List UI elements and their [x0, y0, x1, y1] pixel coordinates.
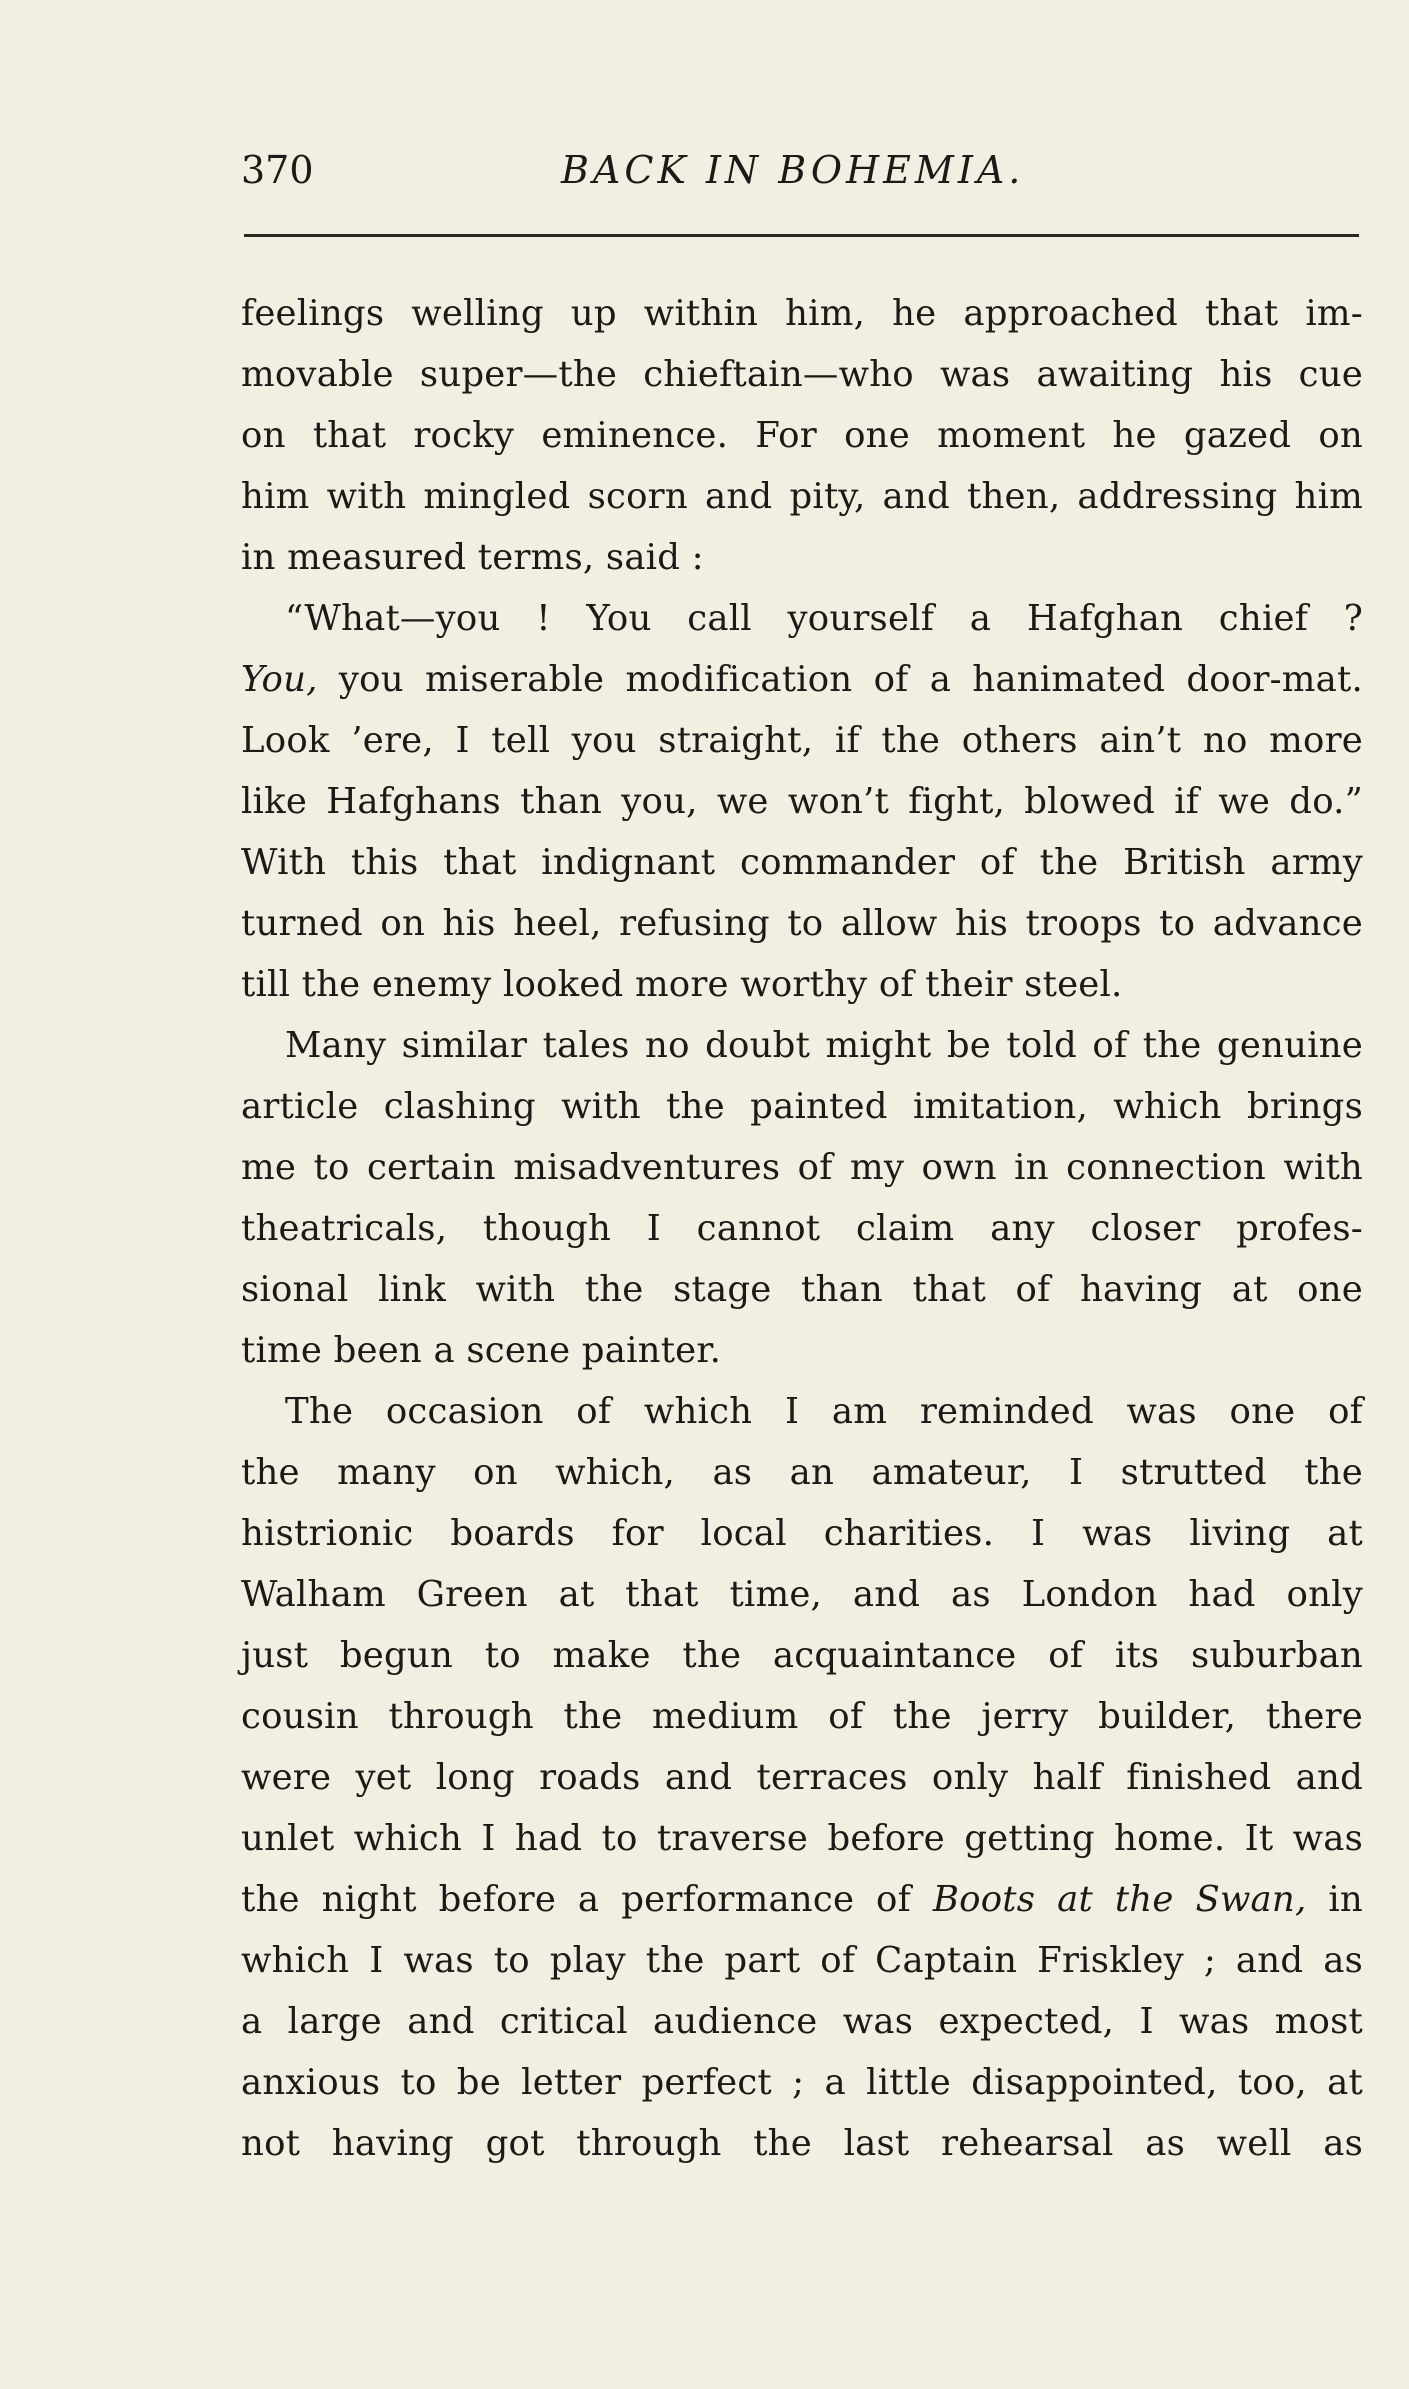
text-line: which I was to play the part of Captain Friskley ; and as: [241, 1940, 1363, 1981]
text-line: turned on his heel, refusing to allow his troops to advance: [241, 903, 1363, 944]
text-line: histrionic boards for local charities. I was living at: [241, 1513, 1363, 1554]
running-head: BACK IN BOHEMIA.: [561, 148, 1025, 192]
text-line: just begun to make the acquaintance of its suburban: [241, 1635, 1363, 1676]
text-line: the night before a performance of Boots at the Swan, in: [241, 1879, 1364, 1920]
text-line: the many on which, as an amateur, I strutted the: [241, 1452, 1363, 1493]
text-line: You, you miserable modification of a hanimated door-mat.: [241, 659, 1363, 700]
text-line: The occasion of which I am reminded was one of: [285, 1391, 1363, 1432]
page-number: 370: [241, 148, 314, 192]
text-line: unlet which I had to traverse before getting home. It was: [241, 1818, 1363, 1859]
text-line: time been a scene painter.: [241, 1330, 722, 1371]
text-line: feelings welling up within him, he approached that im-: [241, 293, 1363, 334]
text-line: Many similar tales no doubt might be told of the genuine: [285, 1025, 1363, 1066]
text-line: Walham Green at that time, and as London had only: [241, 1574, 1363, 1615]
text-line: cousin through the medium of the jerry builder, there: [241, 1696, 1363, 1737]
page-header: [241, 148, 1361, 198]
text-line: sional link with the stage than that of having at one: [241, 1269, 1363, 1310]
text-line: movable super—the chieftain—who was awaiting his cue: [241, 354, 1363, 395]
text-line: With this that indignant commander of the British army: [241, 842, 1363, 883]
text-line: me to certain misadventures of my own in connection with: [241, 1147, 1363, 1188]
text-line: theatricals, though I cannot claim any closer profes-: [241, 1208, 1363, 1249]
header-rule: [244, 234, 1359, 237]
text-line: him with mingled scorn and pity, and then, addressing him: [241, 476, 1363, 517]
text-line: till the enemy looked more worthy of their steel.: [241, 964, 1123, 1005]
text-line: were yet long roads and terraces only half finished and: [241, 1757, 1363, 1798]
text-line: on that rocky eminence. For one moment he gazed on: [241, 415, 1363, 456]
text-line: not having got through the last rehearsal as well as: [241, 2123, 1363, 2164]
text-line: anxious to be letter perfect ; a little disappointed, too, at: [241, 2062, 1363, 2103]
text-line: like Hafghans than you, we won’t fight, blowed if we do.”: [241, 781, 1363, 822]
body-text: [241, 283, 1363, 2174]
text-line: “What—you ! You call yourself a Hafghan chief ?: [285, 598, 1363, 639]
text-line: a large and critical audience was expected, I was most: [241, 2001, 1363, 2042]
text-line: Look ’ere, I tell you straight, if the others ain’t no more: [241, 720, 1363, 761]
text-line: in measured terms, said :: [241, 537, 704, 578]
text-line: article clashing with the painted imitation, which brings: [241, 1086, 1363, 1127]
